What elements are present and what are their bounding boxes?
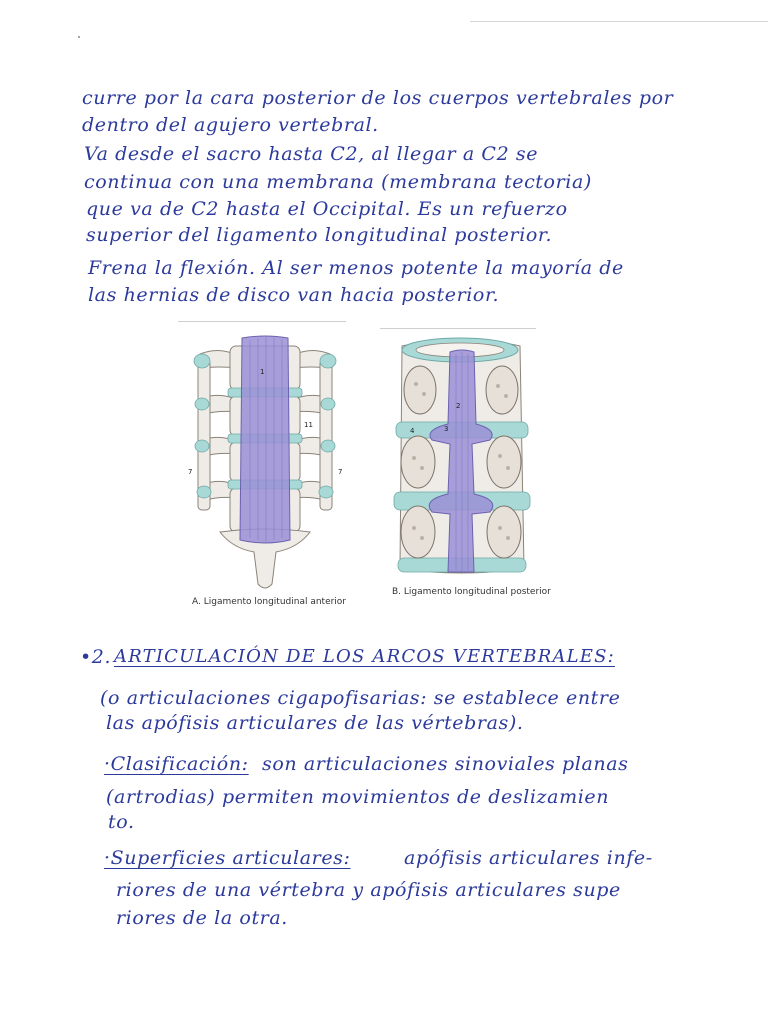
clasificacion-line-2: (artrodias) permiten movimientos de deslizamien — [106, 786, 610, 808]
label-7-left: 7 — [188, 468, 193, 476]
note-line-4: continua con una membrana (membrana tectoria) — [84, 171, 592, 193]
anterior-ligament-illustration — [180, 326, 350, 594]
posterior-ligament-illustration — [390, 332, 535, 580]
note-line-2: dentro del agujero vertebral. — [82, 114, 379, 136]
superficies-line-3: riores de la otra. — [116, 907, 288, 929]
clasificacion-label: ·Clasificación: — [104, 753, 249, 775]
top-rule — [470, 21, 768, 22]
label-4: 4 — [410, 427, 415, 435]
note-line-3: Va desde el sacro hasta C2, al llegar a C2 se — [84, 143, 539, 165]
figure-b-rule — [380, 328, 536, 329]
section-title: ARTICULACIÓN DE LOS ARCOS VERTEBRALES: — [114, 646, 615, 667]
label-1: 1 — [260, 368, 265, 376]
note-line-7: Frena la flexión. Al ser menos potente la mayoría de — [88, 257, 624, 279]
label-11: 11 — [304, 421, 313, 429]
figure-a-rule — [178, 321, 346, 322]
intro-line-2: las apófisis articulares de las vértebras). — [106, 712, 524, 734]
note-line-8: las hernias de disco van hacia posterior. — [88, 284, 500, 306]
section-number: •2. — [80, 646, 112, 668]
superficies-line-2: riores de una vértebra y apófisis articulares supe — [116, 879, 621, 901]
note-line-5: que va de C2 hasta el Occipital. Es un refuerzo — [86, 198, 568, 220]
intro-line-1: (o articulaciones cigapofisarias: se establece entre — [100, 687, 621, 709]
superficies-line-1: apófisis articulares infe- — [404, 847, 653, 869]
note-line-6: superior del ligamento longitudinal posterior. — [86, 224, 553, 246]
figure-a-caption: A. Ligamento longitudinal anterior — [192, 597, 347, 607]
clasificacion-line-1: son articulaciones sinoviales planas — [262, 753, 629, 775]
note-line-1: curre por la cara posterior de los cuerpos vertebrales por — [82, 87, 674, 109]
superficies-label: ·Superficies articulares: — [104, 847, 351, 869]
margin-dot — [78, 36, 80, 38]
clasificacion-line-3: to. — [108, 811, 135, 833]
label-7-right: 7 — [338, 468, 343, 476]
label-2: 2 — [456, 402, 461, 410]
figure-b-caption: B. Ligamento longitudinal posterior — [392, 587, 551, 597]
label-3: 3 — [444, 425, 449, 433]
